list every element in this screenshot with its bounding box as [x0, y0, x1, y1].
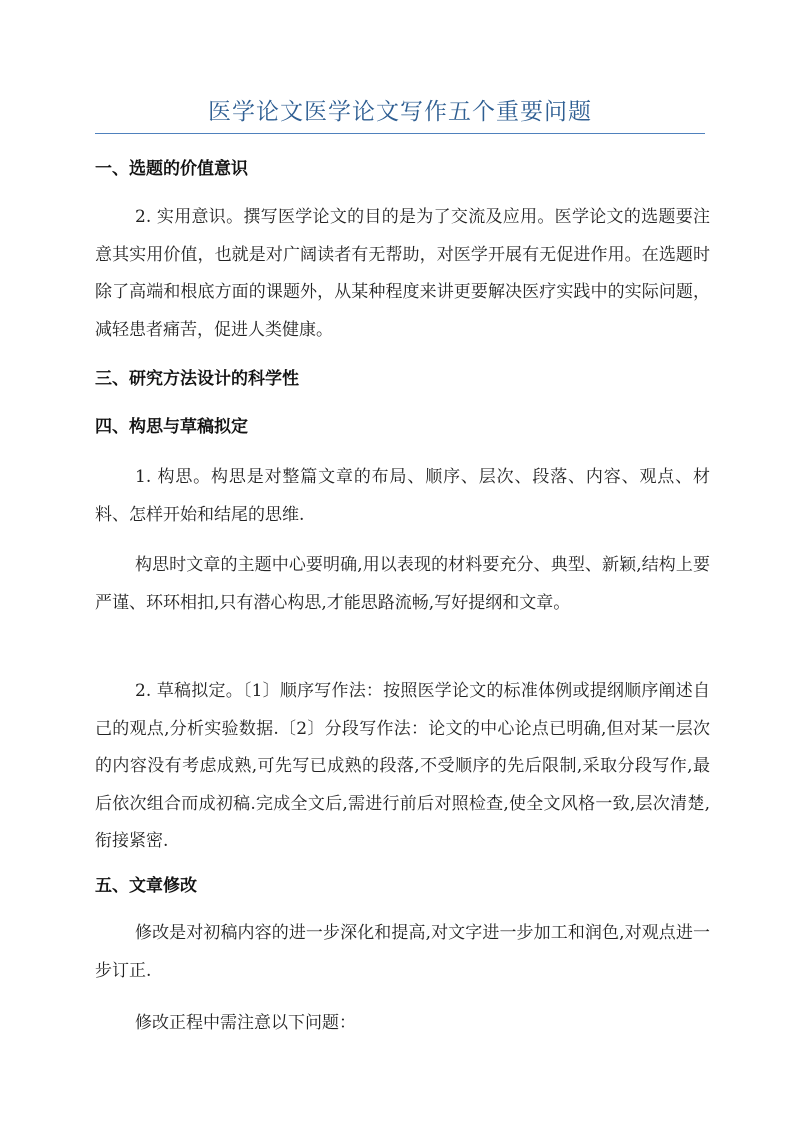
paragraph-conception-detail: 构思时文章的主题中心要明确,用以表现的材料要充分、典型、新颖,结构上要严谨、环环相扣,只有潜心构思,才能思路流畅,写好提纲和文章。	[95, 555, 710, 613]
paragraph-draft: 2. 草稿拟定。〔1〕顺序写作法：按照医学论文的标准体例或提纲顺序阐述自己的观点,分析实验数据.〔2〕分段写作法：论文的中心论点已明确,但对某一层次的内容没有考虑成熟,可先写已成熟的段落,不受顺序的先后限制,采取分段写作,最后依次组合而成初稿.完成全文后,需进行前后对照检查,使全文风格一致,层次清楚,衔接紧密.	[95, 681, 710, 851]
document-title: 医学论文医学论文写作五个重要问题	[208, 99, 592, 125]
paragraph-conception: 1. 构思。构思是对整篇文章的布局、顺序、层次、段落、内容、观点、材料、怎样开始和结尾的思维.	[95, 467, 710, 525]
section-heading-3: 三、研究方法设计的科学性	[95, 369, 299, 389]
section-heading-4: 四、构思与草稿拟定	[95, 417, 248, 437]
paragraph-revision: 修改是对初稿内容的进一步深化和提高,对文字进一步加工和润色,对观点进一步订正.	[95, 923, 710, 981]
section-heading-1: 一、选题的价值意识	[95, 159, 248, 179]
paragraph-practical-awareness: 2. 实用意识。撰写医学论文的目的是为了交流及应用。医学论文的选题要注意其实用价值，也就是对广阔读者有无帮助，对医学开展有无促进作用。在选题时除了高端和根底方面的课题外，从某种程度来讲更要解决医疗实践中的实际问题，减轻患者痛苦，促进人类健康。	[95, 207, 710, 340]
title-underline	[95, 133, 705, 134]
paragraph-revision-issues: 修改正程中需注意以下问题：	[135, 1013, 356, 1033]
section-heading-5: 五、文章修改	[95, 876, 197, 896]
